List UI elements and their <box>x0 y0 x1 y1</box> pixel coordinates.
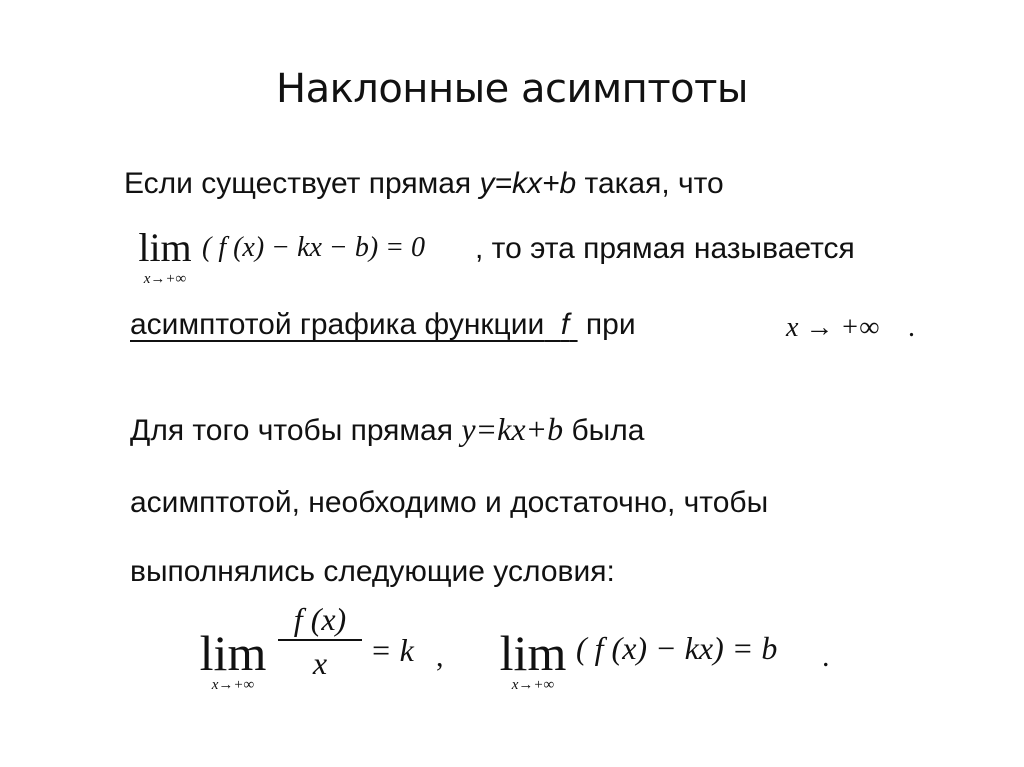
formula-1-lim-subscript: x→+∞ <box>211 677 255 693</box>
formula-1-fraction <box>278 603 362 679</box>
formula-2-lim <box>492 625 574 693</box>
formula-1-lim-word: lim <box>199 625 267 681</box>
formula-2-lim-subscript: x→+∞ <box>511 677 555 693</box>
formula-period: . <box>822 640 830 673</box>
definition-text-2: , то эта прямая называется <box>475 232 855 265</box>
lim-word: lim <box>138 225 192 270</box>
pri-text: при <box>585 308 636 341</box>
formula-1-denominator: x <box>312 645 328 681</box>
limit-operator <box>132 225 198 287</box>
fraction-bar <box>278 639 362 641</box>
formula-comma: , <box>436 640 444 673</box>
definition-line-1 <box>124 167 724 201</box>
condition-text-1b: была <box>563 414 645 447</box>
definition-period: . <box>908 312 915 343</box>
function-var: f <box>560 308 570 341</box>
lim-subscript: x→+∞ <box>143 271 187 287</box>
definition-line-3 <box>130 308 636 342</box>
formula-2-expression: ( f (x) − kx) = b <box>576 630 778 666</box>
limit-expression: ( f (x) − kx − b) = 0 <box>202 232 426 263</box>
condition-formula: y=kx+b <box>461 411 564 447</box>
definition-text-1b: такая, что <box>576 167 724 200</box>
formula-2-lim-word: lim <box>499 625 567 681</box>
asymptote-term <box>130 308 578 341</box>
condition-text-1a: Для того чтобы прямая <box>130 414 462 447</box>
formula-1-numerator: f (x) <box>293 601 347 637</box>
line-formula: y=kx+b <box>479 167 577 200</box>
formula-1-rhs: = k <box>370 632 414 668</box>
condition-line-2: асимптотой, необходимо и достаточно, чтобы <box>130 486 769 519</box>
condition-line-3: выполнялись следующие условия: <box>130 555 615 588</box>
x-to-infinity: x → +∞ <box>786 312 880 343</box>
formula-1-lim <box>192 625 274 693</box>
slide-title: Наклонные асимптоты <box>276 66 748 112</box>
definition-text-1a: Если существует прямая <box>124 167 480 200</box>
asymptote-term-text: асимптотой графика функции <box>130 308 545 341</box>
condition-line-1 <box>130 411 644 448</box>
